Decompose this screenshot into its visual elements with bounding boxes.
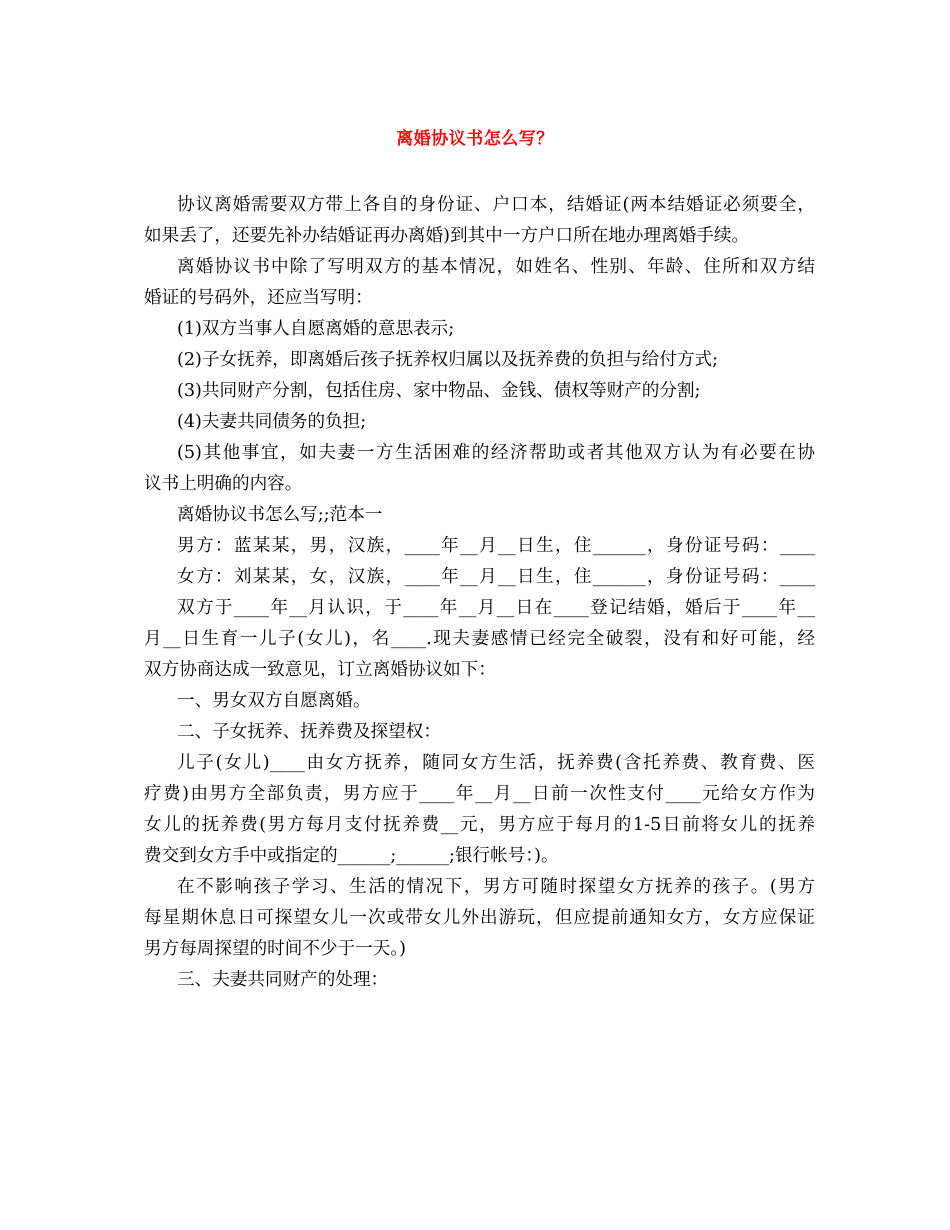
paragraph-line: 婚证的号码外，还应当写明：: [144, 288, 373, 308]
paragraph-line: 费交到女方手中或指定的______;______;银行帐号：)。: [144, 846, 559, 866]
paragraph-line: 协议离婚需要双方带上各自的身份证、户口本，结婚证(两本结婚证必须要全，: [177, 195, 815, 215]
clause-heading: 三、夫妻共同财产的处理：: [177, 970, 389, 990]
clause-heading: 一、男女双方自愿离婚。: [177, 691, 371, 711]
list-item: (5)其他事宜，如夫妻一方生活困难的经济帮助或者其他双方认为有必要在协: [177, 443, 815, 463]
section-heading: 离婚协议书怎么写;;范本一: [177, 505, 383, 525]
paragraph-line: 如果丢了，还要先补办结婚证再办离婚)到其中一方户口所在地办理离婚手续。: [144, 226, 750, 246]
paragraph-line: 疗费)由男方全部负责，男方应于____年__月__日前一次性支付____元给女方作为: [144, 784, 815, 804]
paragraph-line: 女儿的抚养费(男方每月支付抚养费__元，男方应于每月的1-5日前将女儿的抚养: [144, 815, 815, 835]
party-line-male: 男方：蓝某某，男，汉族，____年__月__日生，住______，身份证号码：____: [177, 536, 815, 556]
paragraph-line: 男方每周探望的时间不少于一天。): [144, 939, 406, 959]
paragraph-line: 在不影响孩子学习、生活的情况下，男方可随时探望女方抚养的孩子。(男方: [177, 877, 815, 897]
paragraph-line: 双方协商达成一致意见，订立离婚协议如下：: [144, 660, 496, 680]
clause-heading: 二、子女抚养、抚养费及探望权：: [177, 722, 441, 742]
paragraph-line: 儿子(女儿)____由女方抚养，随同女方生活，抚养费(含托养费、教育费、医: [177, 753, 815, 773]
paragraph-line: 议书上明确的内容。: [144, 474, 303, 494]
document-body: [144, 190, 815, 996]
list-item: (4)夫妻共同债务的负担;: [177, 412, 367, 432]
paragraph-line: 月__日生育一儿子(女儿)，名____.现夫妻感情已经完全破裂，没有和好可能，经: [144, 629, 815, 649]
document-title: 离婚协议书怎么写？: [396, 129, 554, 149]
paragraph-line: 每星期休息日可探望女儿一次或带女儿外出游玩，但应提前通知女方，女方应保证: [144, 908, 815, 928]
list-item: (2)子女抚养，即离婚后孩子抚养权归属以及抚养费的负担与给付方式;: [177, 350, 719, 370]
paragraph-line: 双方于____年__月认识，于____年__月__日在____登记结婚，婚后于____年__: [177, 598, 815, 618]
party-line-female: 女方：刘某某，女，汉族，____年__月__日生，住______，身份证号码：____: [177, 567, 815, 587]
paragraph-line: 离婚协议书中除了写明双方的基本情况，如姓名、性别、年龄、住所和双方结: [177, 257, 815, 277]
list-item: (1)双方当事人自愿离婚的意思表示;: [177, 319, 455, 339]
list-item: (3)共同财产分割，包括住房、家中物品、金钱、债权等财产的分割;: [177, 381, 701, 401]
